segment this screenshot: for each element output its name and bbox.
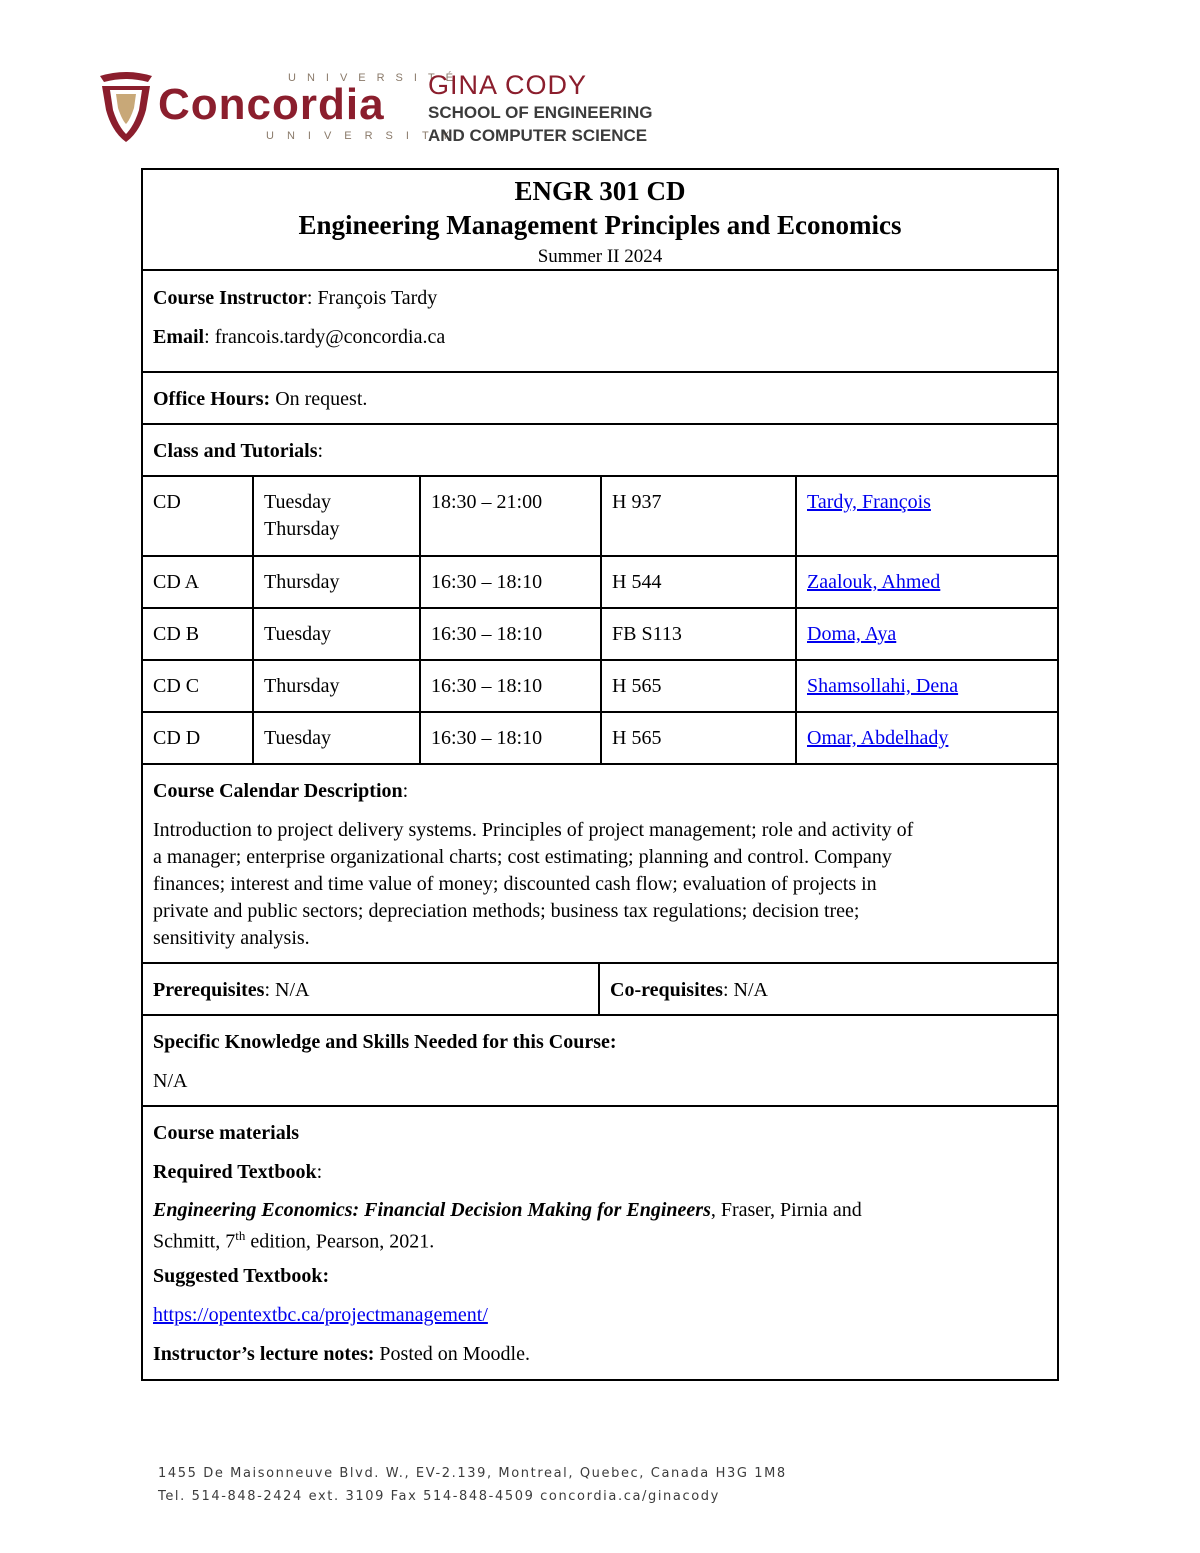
lecture-notes-label: Instructor’s lecture notes: <box>153 1343 375 1365</box>
school-title: GINA CODY <box>428 70 588 100</box>
email-label: Email <box>153 326 205 348</box>
room-cell: H 565 <box>601 660 796 712</box>
email-line: Email: francois.tardy@concordia.ca <box>153 326 446 348</box>
corequisites-line: Co-requisites: N/A <box>610 979 768 1001</box>
description-heading: Course Calendar Description: <box>153 780 409 802</box>
time-cell: 16:30 – 18:10 <box>420 660 601 712</box>
description-line: finances; interest and time value of money; discounted cash flow; evaluation of projects in <box>153 873 877 895</box>
section-cell: CD C <box>143 660 253 712</box>
corequisites-cell <box>600 964 1057 1014</box>
schedule-section <box>143 477 1057 765</box>
corequisites-value: N/A <box>733 979 768 1001</box>
required-textbook-label: Required Textbook <box>153 1161 317 1183</box>
required-textbook-edition: edition, Pearson, 2021. <box>245 1230 435 1253</box>
table-row <box>143 608 1057 660</box>
title-section <box>143 170 1057 271</box>
suggested-textbook-label: Suggested Textbook: <box>153 1265 330 1287</box>
course-code: ENGR 301 CD <box>514 176 686 206</box>
required-textbook-citation <box>153 1197 1047 1255</box>
lecture-notes-value: Posted on Moodle. <box>379 1343 530 1365</box>
days-cell: Tuesday <box>253 712 420 764</box>
day: Tuesday <box>264 491 332 513</box>
instructor-line: Course Instructor: François Tardy <box>153 287 438 309</box>
edition-superscript: th <box>235 1228 246 1243</box>
school-line-2: AND COMPUTER SCIENCE <box>428 126 648 145</box>
room-cell: H 937 <box>601 477 796 556</box>
day: Thursday <box>264 518 340 540</box>
office-hours-label: Office Hours: <box>153 388 271 410</box>
time-cell: 16:30 – 18:10 <box>420 608 601 660</box>
prerequisites-cell <box>143 964 600 1014</box>
corequisites-label: Co-requisites <box>610 979 723 1001</box>
time-cell: 18:30 – 21:00 <box>420 477 601 556</box>
room-cell: H 544 <box>601 556 796 608</box>
room-cell: H 565 <box>601 712 796 764</box>
materials-label: Course materials <box>153 1122 300 1144</box>
school-line-1: SCHOOL OF ENGINEERING <box>428 103 653 122</box>
office-hours-section <box>143 373 1057 425</box>
section-cell: CD D <box>143 712 253 764</box>
table-row <box>143 556 1057 608</box>
university-name: Concordia <box>158 80 385 129</box>
footer-contact: Tel. 514-848-2424 ext. 3109 Fax 514-848-4509 concordia.ca/ginacody <box>158 1489 720 1504</box>
requisites-section <box>143 964 1057 1016</box>
lecture-notes-line <box>153 1341 530 1367</box>
course-name: Engineering Management Principles and Economics <box>298 210 902 240</box>
header-logos <box>96 66 696 148</box>
course-outline-table <box>141 168 1059 1381</box>
description-body <box>153 817 1047 952</box>
instructor-link[interactable]: Tardy, François <box>807 491 931 513</box>
days-cell: Thursday <box>253 556 420 608</box>
prerequisites-value: N/A <box>275 979 310 1001</box>
instructor-cell <box>796 556 1057 608</box>
skills-value: N/A <box>153 1070 188 1092</box>
office-hours-line <box>153 386 367 412</box>
description-line: private and public sectors; depreciation methods; business tax regulations; decision tree; <box>153 900 860 922</box>
class-tutorials-line: Class and Tutorials: <box>153 440 324 462</box>
instructor-cell <box>796 477 1057 556</box>
required-textbook-title: Engineering Economics: Financial Decision Making for Engineers <box>153 1199 711 1221</box>
table-row <box>143 712 1057 764</box>
suggested-textbook-link[interactable]: https://opentextbc.ca/projectmanagement/ <box>153 1304 488 1326</box>
time-cell: 16:30 – 18:10 <box>420 556 601 608</box>
description-line: Introduction to project delivery systems. Principles of project management; role and activity of <box>153 819 914 841</box>
instructor-link[interactable]: Doma, Aya <box>807 623 897 645</box>
footer-address: 1455 De Maisonneuve Blvd. W., EV-2.139, Montreal, Quebec, Canada H3G 1M8 <box>158 1466 787 1481</box>
table-row <box>143 660 1057 712</box>
description-label: Course Calendar Description <box>153 780 403 802</box>
materials-section <box>143 1107 1057 1379</box>
instructor-label: Course Instructor <box>153 287 307 309</box>
table-row <box>143 477 1057 556</box>
days-cell <box>253 477 420 556</box>
office-hours-value: On request. <box>275 388 368 410</box>
course-term: Summer II 2024 <box>537 246 663 267</box>
suggested-textbook-line <box>153 1302 488 1328</box>
instructor-cell <box>796 608 1057 660</box>
section-cell: CD B <box>143 608 253 660</box>
instructor-link[interactable]: Zaalouk, Ahmed <box>807 571 941 593</box>
required-textbook-authors-cont: Schmitt, 7 <box>153 1230 236 1253</box>
time-cell: 16:30 – 18:10 <box>420 712 601 764</box>
prerequisites-line: Prerequisites: N/A <box>153 979 310 1001</box>
concordia-shield-icon <box>96 70 156 144</box>
required-textbook-line: Required Textbook: <box>153 1161 323 1183</box>
section-cell: CD A <box>143 556 253 608</box>
schedule-table <box>143 477 1057 765</box>
days-cell: Thursday <box>253 660 420 712</box>
skills-label: Specific Knowledge and Skills Needed for this Course: <box>153 1031 617 1053</box>
section-cell: CD <box>143 477 253 556</box>
instructor-cell <box>796 660 1057 712</box>
description-section <box>143 765 1057 964</box>
skills-section <box>143 1016 1057 1107</box>
class-tutorials-header <box>143 425 1057 477</box>
university-french-label: UNIVERSITÉ <box>288 72 465 84</box>
required-textbook-authors: , Fraser, Pirnia and <box>710 1199 862 1221</box>
prerequisites-label: Prerequisites <box>153 979 265 1001</box>
class-tutorials-label: Class and Tutorials <box>153 440 318 462</box>
days-cell: Tuesday <box>253 608 420 660</box>
room-cell: FB S113 <box>601 608 796 660</box>
instructor-name: François Tardy <box>317 287 438 309</box>
instructor-cell <box>796 712 1057 764</box>
description-line: a manager; enterprise organizational charts; cost estimating; planning and control. Company <box>153 846 892 868</box>
instructor-link[interactable]: Shamsollahi, Dena <box>807 675 959 697</box>
instructor-section <box>143 271 1057 373</box>
instructor-link[interactable]: Omar, Abdelhady <box>807 727 949 749</box>
instructor-email[interactable]: francois.tardy@concordia.ca <box>214 326 446 348</box>
description-line: sensitivity analysis. <box>153 927 310 949</box>
university-english-label: UNIVERSITY <box>266 130 463 142</box>
